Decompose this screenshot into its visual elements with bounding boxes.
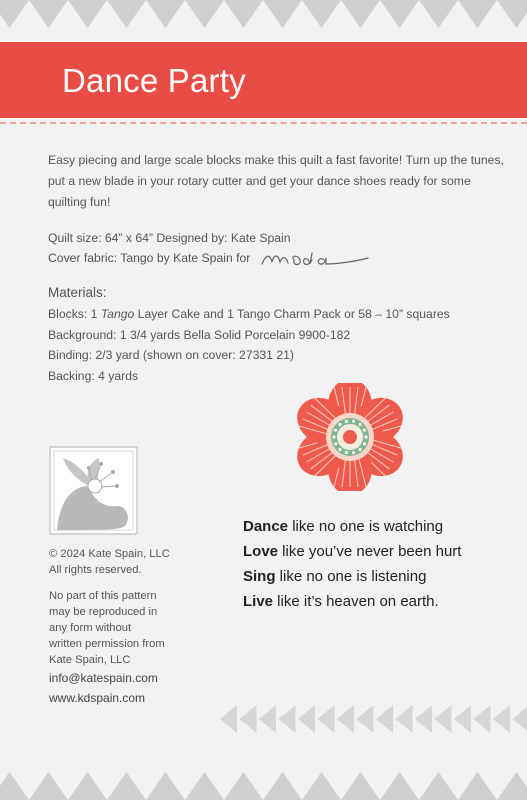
center-dot — [352, 451, 355, 454]
center-dot — [338, 423, 341, 426]
center-dot — [334, 442, 337, 445]
zigzag-triangle — [224, 0, 263, 28]
rights-line: All rights reserved. — [49, 564, 142, 576]
arrow-triangle — [493, 705, 510, 733]
quote-text: like you’ve never been hurt — [278, 543, 462, 560]
zigzag-triangle — [380, 772, 419, 800]
center-dot — [334, 429, 337, 432]
zigzag-triangle — [68, 0, 107, 28]
center-dot — [358, 448, 361, 451]
arrow-triangle — [337, 705, 354, 733]
materials-heading: Materials: — [48, 285, 107, 300]
zigzag-triangle — [263, 0, 302, 28]
arrow-triangle — [454, 705, 471, 733]
page-title: Dance Party — [62, 62, 246, 99]
notice-line: written permission from — [49, 638, 165, 650]
zigzag-triangle — [185, 772, 224, 800]
dashed-divider — [0, 122, 527, 124]
materials-backing: Backing: 4 yards — [48, 368, 139, 383]
materials-section — [48, 285, 450, 386]
center-dot — [332, 435, 335, 438]
quote-text: like it’s heaven on earth. — [273, 593, 439, 610]
notice-line: any form without — [49, 622, 132, 634]
blocks-fabric-name: Tango — [100, 307, 135, 321]
center-dot — [345, 451, 348, 454]
arrow-triangle — [435, 705, 452, 733]
center-dot — [345, 420, 348, 423]
center-dot — [338, 448, 341, 451]
center-dot — [358, 423, 361, 426]
zigzag-triangle — [68, 772, 107, 800]
quote-line — [243, 589, 461, 614]
moda-logo — [260, 250, 370, 268]
arrow-triangle — [396, 705, 413, 733]
quote-text: like no one is watching — [288, 518, 444, 535]
arrow-triangle — [279, 705, 296, 733]
quote-keyword: Live — [243, 593, 274, 610]
zigzag-triangle — [29, 0, 68, 28]
quote-line — [243, 514, 461, 539]
zigzag-triangle — [146, 0, 185, 28]
blocks-text-rest: Layer Cake and 1 Tango Charm Pack or 58 – 10” squares — [134, 307, 450, 321]
intro-paragraph: Easy piecing and large scale blocks make this quilt a fast favorite! Turn up the tunes, put a new blade in your rotary cutter and get your dance shoes ready for some quilting fun! — [48, 153, 504, 209]
center-dot — [364, 435, 367, 438]
arrow-triangle — [357, 705, 374, 733]
zigzag-triangle — [107, 0, 146, 28]
quote-block — [243, 514, 461, 614]
arrow-triangle — [298, 705, 315, 733]
cover-fabric-line — [48, 248, 370, 268]
zigzag-triangle — [0, 772, 29, 800]
zigzag-triangle — [0, 0, 29, 28]
arrow-triangle — [376, 705, 393, 733]
notice-line: Kate Spain, LLC — [49, 654, 131, 666]
materials-background: Background: 1 3/4 yards Bella Solid Porcelain 9900-182 — [48, 327, 351, 342]
quilt-info — [48, 228, 370, 268]
zigzag-triangle — [497, 0, 527, 28]
arrow-border — [216, 705, 527, 733]
zigzag-triangle — [419, 0, 458, 28]
quilt-size-line: Quilt size: 64” x 64” Designed by: Kate Spain — [48, 231, 291, 245]
notice-line: No part of this pattern — [49, 590, 157, 602]
zigzag-triangle — [302, 772, 341, 800]
arrow-triangle — [513, 705, 527, 733]
quote-text: like no one is listening — [275, 568, 427, 585]
arrow-triangle — [415, 705, 432, 733]
arrow-triangle — [220, 705, 237, 733]
zigzag-triangle — [458, 772, 497, 800]
website-link[interactable]: www.kdspain.com — [49, 691, 146, 705]
quote-keyword: Love — [243, 543, 279, 560]
center-dot — [363, 429, 366, 432]
quote-keyword: Dance — [243, 518, 289, 535]
zigzag-triangle — [224, 772, 263, 800]
flower-illustration — [290, 383, 410, 491]
notice-line: may be reproduced in — [49, 606, 158, 618]
arrow-triangle — [240, 705, 257, 733]
zigzag-triangle — [29, 772, 68, 800]
copyright-block — [49, 546, 170, 708]
arrow-triangle — [318, 705, 335, 733]
quote-keyword: Sing — [243, 568, 276, 585]
title-banner — [0, 42, 527, 118]
bottom-zigzag-border — [0, 760, 527, 800]
kate-spain-logo — [49, 446, 138, 535]
center-dot — [363, 442, 366, 445]
quote-line — [243, 539, 461, 564]
arrow-triangle — [259, 705, 276, 733]
quote-line — [243, 564, 461, 589]
zigzag-triangle — [263, 772, 302, 800]
zigzag-triangle — [107, 772, 146, 800]
center-dot — [352, 420, 355, 423]
arrow-triangle — [474, 705, 491, 733]
zigzag-triangle — [341, 772, 380, 800]
zigzag-triangle — [185, 0, 224, 28]
zigzag-triangle — [497, 772, 527, 800]
cover-fabric-text: Cover fabric: Tango by Kate Spain for — [48, 251, 251, 265]
copyright-line: © 2024 Kate Spain, LLC — [49, 548, 170, 560]
email-link[interactable]: info@katespain.com — [49, 671, 158, 685]
blocks-text: Blocks: 1 — [48, 307, 101, 321]
zigzag-triangle — [458, 0, 497, 28]
zigzag-triangle — [302, 0, 341, 28]
materials-blocks — [48, 304, 450, 325]
zigzag-triangle — [419, 772, 458, 800]
top-zigzag-border — [0, 0, 527, 40]
materials-binding: Binding: 2/3 yard (shown on cover: 27331 21) — [48, 348, 294, 362]
zigzag-triangle — [341, 0, 380, 28]
zigzag-triangle — [380, 0, 419, 28]
zigzag-triangle — [146, 772, 185, 800]
